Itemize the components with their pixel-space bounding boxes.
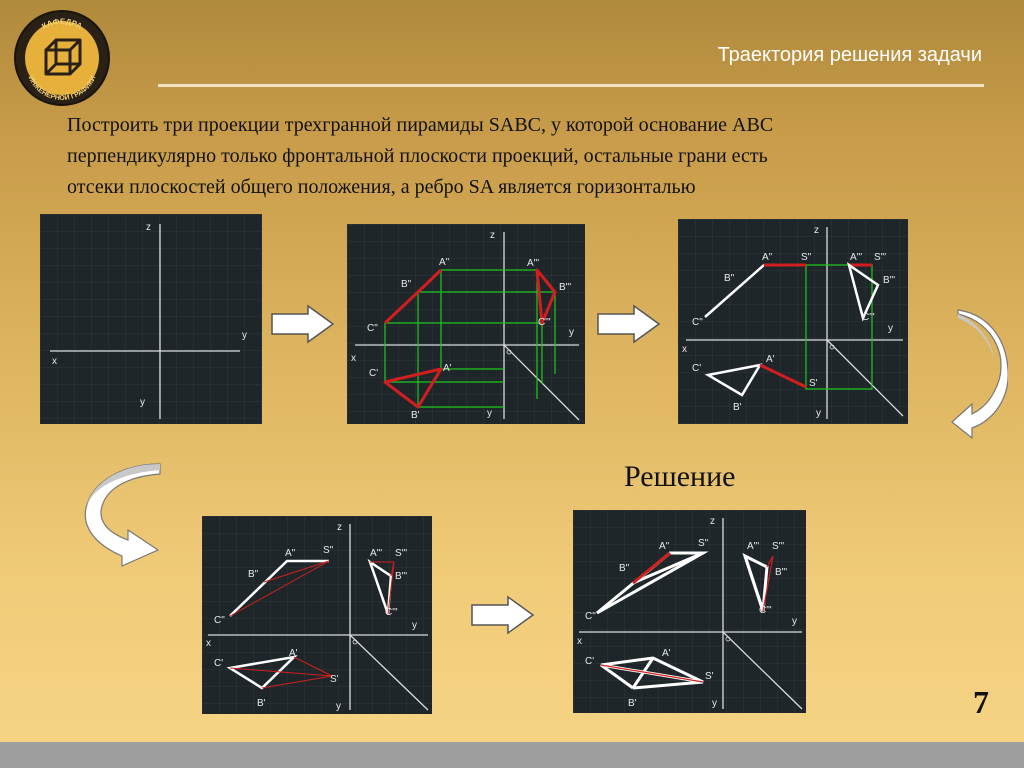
- arrow-right-icon: [470, 595, 536, 635]
- point-label-s1: S': [809, 378, 818, 389]
- axis-label-y: y: [242, 330, 247, 341]
- point-label-b3: B"': [559, 282, 572, 293]
- point-label-a3: A"': [370, 548, 383, 559]
- drawing-panel-3: [678, 219, 908, 424]
- point-label-c2: C": [214, 615, 225, 626]
- point-label-b2: B": [248, 569, 259, 580]
- drawing-panel-4: [202, 516, 432, 714]
- axis-label-y: y: [412, 620, 417, 631]
- point-label-a3: A"': [527, 258, 540, 269]
- task-line: отсеки плоскостей общего положения, а ребро SA является горизонталью: [67, 176, 696, 198]
- arrow-right-icon: [596, 304, 662, 344]
- axis-label-y: y: [336, 701, 341, 712]
- axis-label-z: z: [814, 225, 819, 236]
- point-label-c1: C': [692, 363, 702, 374]
- point-label-a1: A': [289, 648, 298, 659]
- axis-label-x: x: [577, 636, 582, 647]
- task-line: Построить три проекции трехгранной пирамиды SABC, у которой основание АВС: [67, 114, 774, 136]
- page-number: 7: [973, 684, 989, 720]
- axis-label-y: y: [712, 698, 717, 709]
- point-label-b2: B": [401, 279, 412, 290]
- logo-text-top: КАФЕДРА: [40, 16, 84, 32]
- point-label-a3: A"': [747, 541, 760, 552]
- point-label-s2: S": [801, 252, 812, 263]
- axis-label-x: x: [351, 353, 356, 364]
- axis-label-z: z: [710, 516, 715, 527]
- point-label-a3: A"': [850, 252, 863, 263]
- axis-label-z: z: [337, 522, 342, 533]
- point-label-c2: C": [585, 611, 596, 622]
- curved-arrow-icon: [82, 462, 162, 572]
- axis-label-x: x: [206, 638, 211, 649]
- point-label-c1: C': [585, 656, 595, 667]
- point-label-s2: S": [698, 538, 709, 549]
- curved-arrow-icon: [950, 308, 1008, 440]
- point-label-c1: C': [214, 658, 224, 669]
- point-label-a1: A': [443, 363, 452, 374]
- point-label-b1: B': [257, 698, 266, 709]
- point-label-b2: B": [619, 563, 630, 574]
- drawing-panel-1: [40, 214, 262, 424]
- axis-label-y: y: [816, 408, 821, 419]
- axis-label-y: y: [792, 616, 797, 627]
- task-line: перпендикулярно только фронтальной плоскости проекций, остальные грани есть: [67, 145, 768, 167]
- point-label-c3: C"': [385, 607, 398, 618]
- axis-label-y: y: [888, 323, 893, 334]
- point-label-a1: A': [766, 354, 775, 365]
- point-label-a2: A": [439, 257, 450, 268]
- drawing-panel-2: [347, 224, 585, 424]
- axis-label-y: y: [569, 327, 574, 338]
- department-logo: [12, 8, 112, 108]
- point-label-s3: S"': [874, 252, 887, 263]
- point-label-c3: C"': [862, 312, 875, 323]
- axis-label-z: z: [146, 222, 151, 233]
- point-label-b1: B': [628, 698, 637, 709]
- point-label-a2: A": [762, 252, 773, 263]
- point-label-c2: C": [692, 317, 703, 328]
- point-label-b3: B"': [395, 571, 408, 582]
- point-label-b3: B"': [775, 567, 788, 578]
- point-label-b1: B': [733, 402, 742, 413]
- footer-bar: [0, 742, 1024, 768]
- axis-label-z: z: [490, 230, 495, 241]
- point-label-a2: A": [285, 548, 296, 559]
- point-label-b2: B": [724, 273, 735, 284]
- point-label-a1: A': [662, 648, 671, 659]
- point-label-b1: B': [411, 410, 420, 421]
- header-divider: [158, 84, 984, 87]
- solution-label: Решение: [624, 460, 736, 493]
- drawing-panel-5: [573, 510, 806, 713]
- axis-label-y: y: [487, 408, 492, 419]
- point-label-s3: S"': [772, 541, 785, 552]
- task-statement: [67, 110, 987, 203]
- axis-label-x: x: [682, 344, 687, 355]
- arrow-right-icon: [270, 304, 336, 344]
- point-label-c1: C': [369, 368, 379, 379]
- point-label-s1: S': [705, 671, 714, 682]
- axis-label-y: y: [140, 397, 145, 408]
- point-label-c3: C"': [538, 317, 551, 328]
- point-label-s2: S": [323, 545, 334, 556]
- point-label-a2: A": [659, 541, 670, 552]
- logo-text-bottom: ИНЖЕНЕРНОЙ ГРАФИКИ: [26, 74, 98, 103]
- point-label-s3: S"': [395, 548, 408, 559]
- point-label-b3: B"': [883, 275, 896, 286]
- point-label-c3: C"': [759, 605, 772, 616]
- point-label-s1: S': [330, 674, 339, 685]
- point-label-c2: C": [367, 323, 378, 334]
- axis-label-x: x: [52, 356, 57, 367]
- header-title: Траектория решения задачи: [717, 44, 982, 66]
